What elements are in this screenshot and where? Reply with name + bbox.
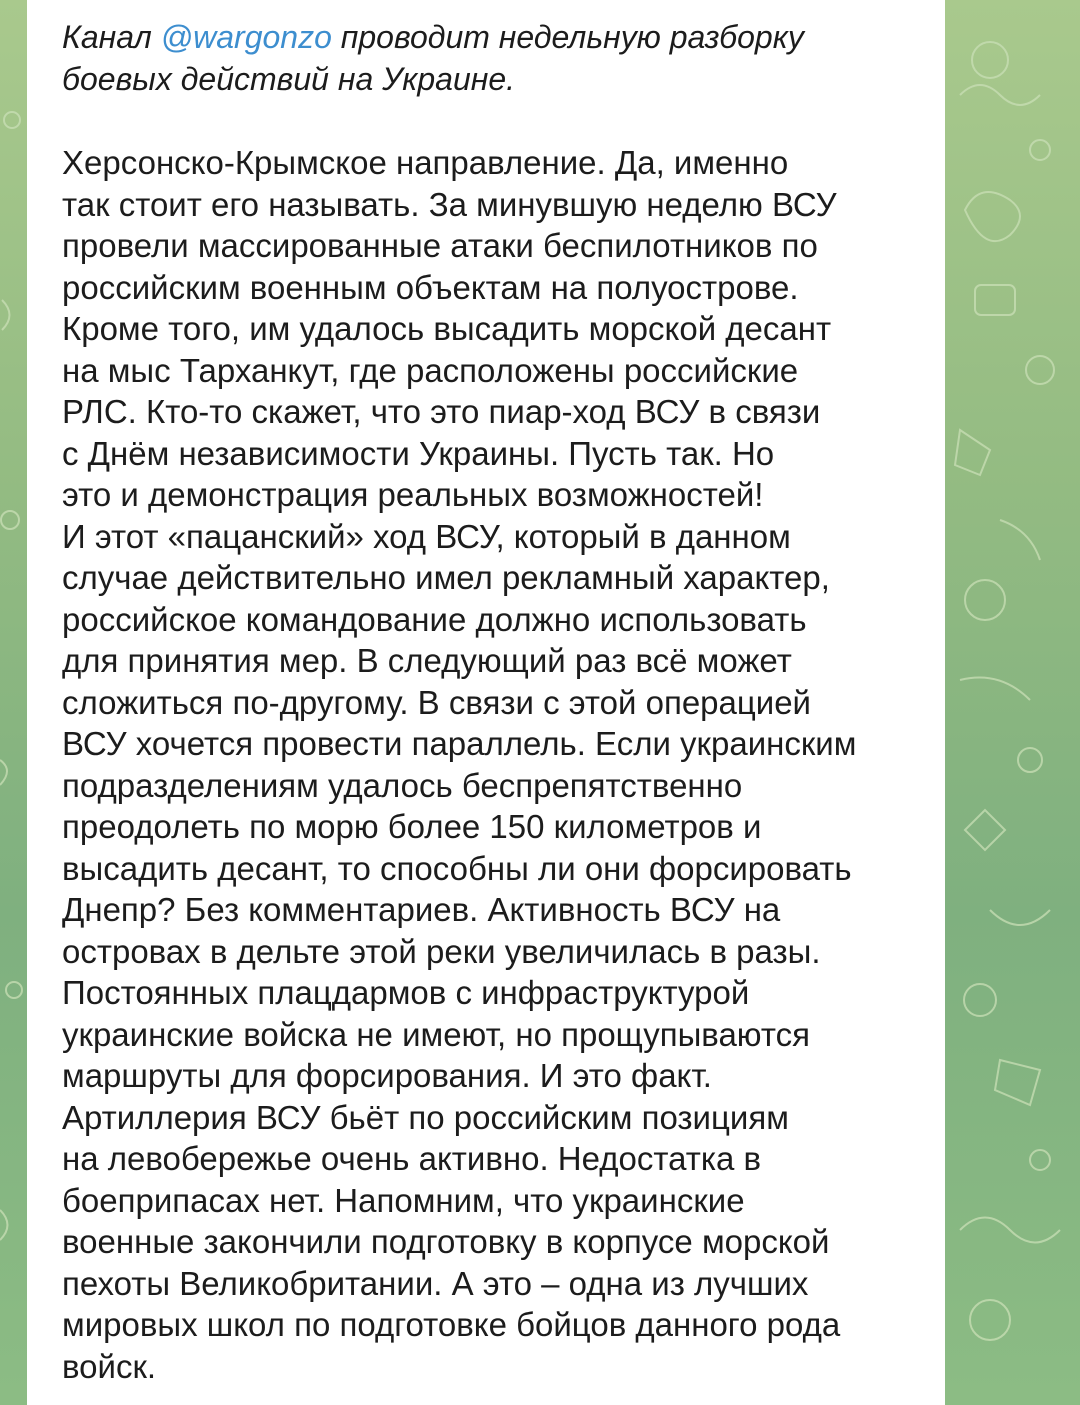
message-line: мировых школ по подготовке бойцов данного рода [62,1306,841,1343]
message-line: для принятия мер. В следующий раз всё может [62,642,792,679]
message-line: Артиллерия ВСУ бьёт по российским позициям [62,1098,789,1136]
message-line: провели массированные атаки беспилотников по [62,227,818,264]
message-line: И этот «пацанский» ход ВСУ, который в данном [62,517,791,555]
message-line: преодолеть по морю более 150 километров и [62,808,762,845]
message-line: российское командование должно использовать [62,600,807,638]
message-line: маршруты для форсирования. И это факт. [62,1057,712,1094]
message-line: пехоты Великобритании. А это – одна из лучших [62,1264,809,1302]
message-bubble [27,0,945,1405]
message-line: островах в дельте этой реки увеличилась в разы. [62,932,821,970]
channel-mention-link[interactable]: @wargonzo [160,19,332,55]
message-line: войск. [62,1347,157,1385]
message-line: Кроме того, им удалось высадить морской десант [62,310,832,347]
intro-prefix: Канал [62,19,161,55]
message-line: с Днём независимости Украины. Пусть так. Но [62,434,775,472]
message-line: на левобережье очень активно. Недостатка в [62,1140,762,1177]
message-line: Херсонско-Крымское направление. Да, именно [62,144,789,181]
message-line: российским военным объектам на полуострове. [62,268,799,306]
message-line: украинские войска не имеют, но прощупываются [62,1015,810,1053]
message-line: на мыс Тарханкут, где расположены российские [62,351,799,389]
message-line: это и демонстрация реальных возможностей! [62,476,764,513]
message-line: ВСУ хочется провести параллель. Если украинским [62,725,857,762]
message-line: так стоит его называть. За минувшую неделю ВСУ [62,185,837,223]
message-intro [62,16,909,100]
message-line: сложиться по-другому. В связи с этой операцией [62,683,811,721]
message-line: боеприпасах нет. Напомним, что украинские [62,1181,745,1219]
intro-suffix: проводит недельную разборку боевых действий на Украине. [62,19,804,97]
message-body [62,142,909,1387]
message-line: РЛС. Кто-то скажет, что это пиар-ход ВСУ в связи [62,393,821,430]
message-line: случае действительно имел рекламный характер, [62,559,830,596]
message-line: высадить десант, то способны ли они форсировать [62,849,852,887]
message-line: военные закончили подготовку в корпусе морской [62,1223,830,1260]
message-line: подразделениям удалось беспрепятственно [62,766,743,804]
message-line: Днепр? Без комментариев. Активность ВСУ на [62,891,781,928]
message-line: Постоянных плацдармов с инфраструктурой [62,974,750,1011]
